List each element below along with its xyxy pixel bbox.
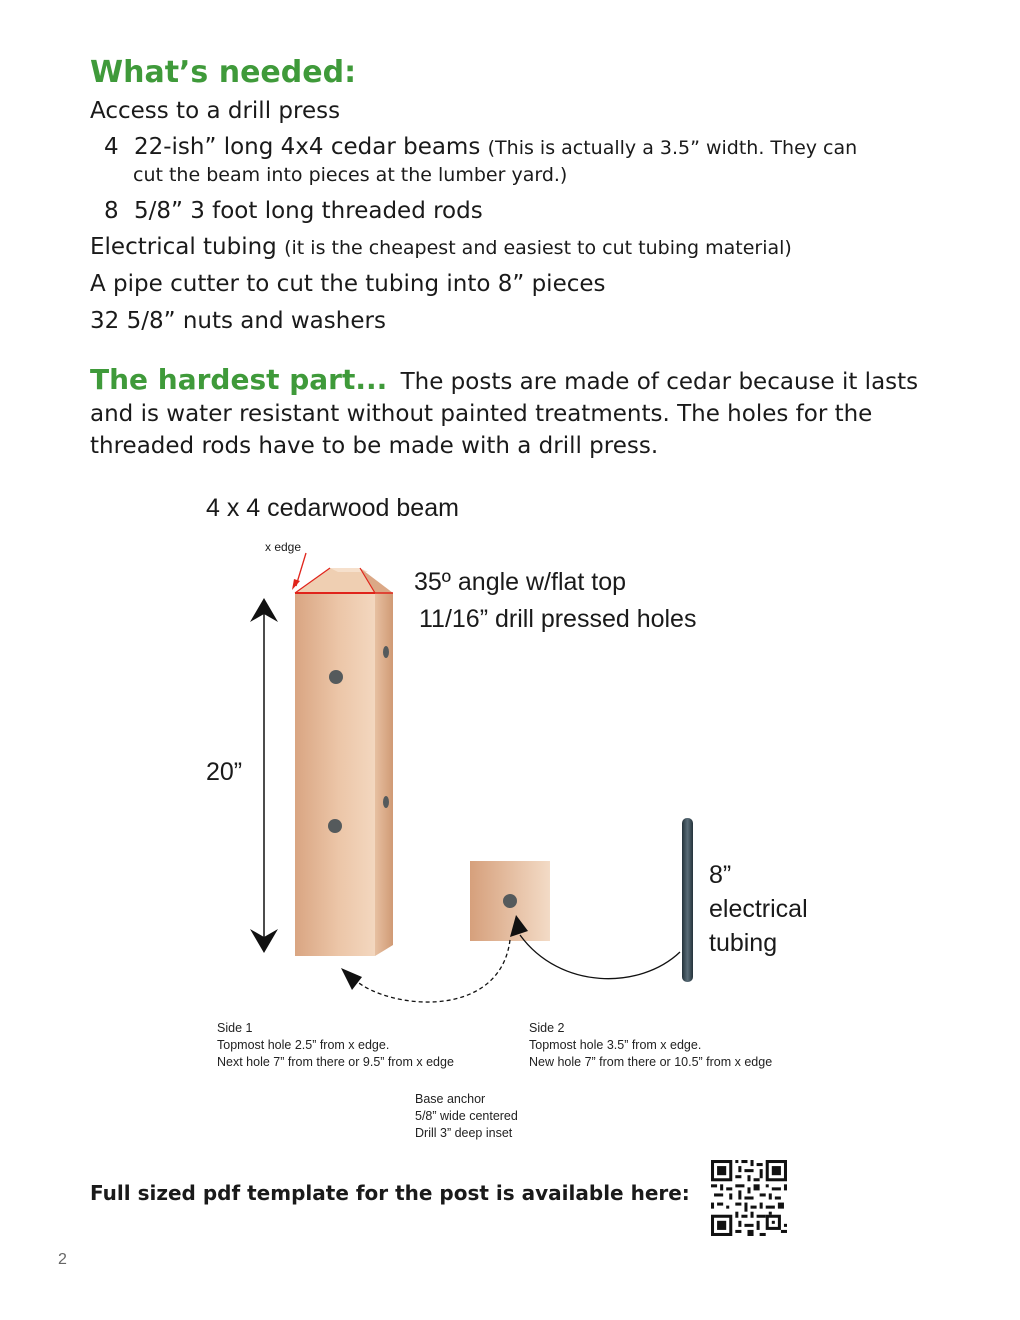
electrical-tubing (682, 818, 693, 982)
angle-label: 35º angle w/flat top (414, 568, 627, 596)
tubing-to-base-arrow (520, 935, 680, 979)
height-dimension-arrow (250, 598, 278, 953)
item-note: (it is the cheapest and easiest to cut tubing material) (284, 237, 792, 259)
side2-note: Side 2 Topmost hole 3.5” from x edge. New hole 7” from there or 10.5” from x edge (529, 1021, 773, 1069)
post-front-face (295, 593, 375, 956)
post-side-face (375, 593, 393, 956)
side1-note: Side 1 Topmost hole 2.5” from x edge. Next hole 7” from there or 9.5” from x edge (217, 1021, 454, 1069)
tubing-word1: electrical (709, 895, 808, 923)
item-count: 8 (104, 198, 119, 224)
tubing-word2: tubing (709, 929, 778, 957)
diagram-title: 4 x 4 cedarwood beam (206, 494, 459, 522)
qr-code-icon[interactable] (711, 1160, 787, 1236)
needed-line-drill-press: Access to a drill press (90, 98, 341, 124)
item-text: 22-ish” long 4x4 cedar beams (133, 134, 481, 160)
item-note: (This is actually a 3.5” width. They can (487, 137, 858, 159)
needed-line-cedar-note-cont: cut the beam into pieces at the lumber yard.) (133, 164, 568, 186)
needed-line-nuts: 32 5/8” nuts and washers (90, 308, 386, 334)
needed-line-pipe-cutter: A pipe cutter to cut the tubing into 8” pieces (90, 271, 606, 297)
height-label: 20” (206, 758, 243, 786)
hole-front-bottom (328, 819, 342, 833)
hardest-text: The posts are made of cedar because it lasts and is water resistant without painted treatments. The holes for the threaded rods have to be made with a drill press. (90, 369, 919, 459)
page-number: 2 (58, 1251, 67, 1268)
item-text: Electrical tubing (90, 234, 277, 260)
item-count: 4 (104, 134, 119, 160)
pdf-template-text: Full sized pdf template for the post is available here: (90, 1181, 690, 1205)
needed-heading: What’s needed: (90, 55, 357, 90)
base-anchor-note: Base anchor 5/8” wide centered Drill 3” deep inset (415, 1092, 518, 1140)
x-edge-label: x edge (265, 540, 302, 554)
tubing-label (709, 858, 808, 960)
base-hole (503, 894, 517, 908)
hole-side-top (383, 646, 389, 658)
post-angled-top (295, 568, 393, 593)
item-text: 5/8” 3 foot long threaded rods (133, 198, 483, 224)
hardest-heading: The hardest part... (90, 363, 388, 396)
hole-side-bottom (383, 796, 389, 808)
hole-front-top (329, 670, 343, 684)
holes-label: 11/16” drill pressed holes (419, 605, 697, 633)
tubing-length: 8” (709, 861, 732, 889)
